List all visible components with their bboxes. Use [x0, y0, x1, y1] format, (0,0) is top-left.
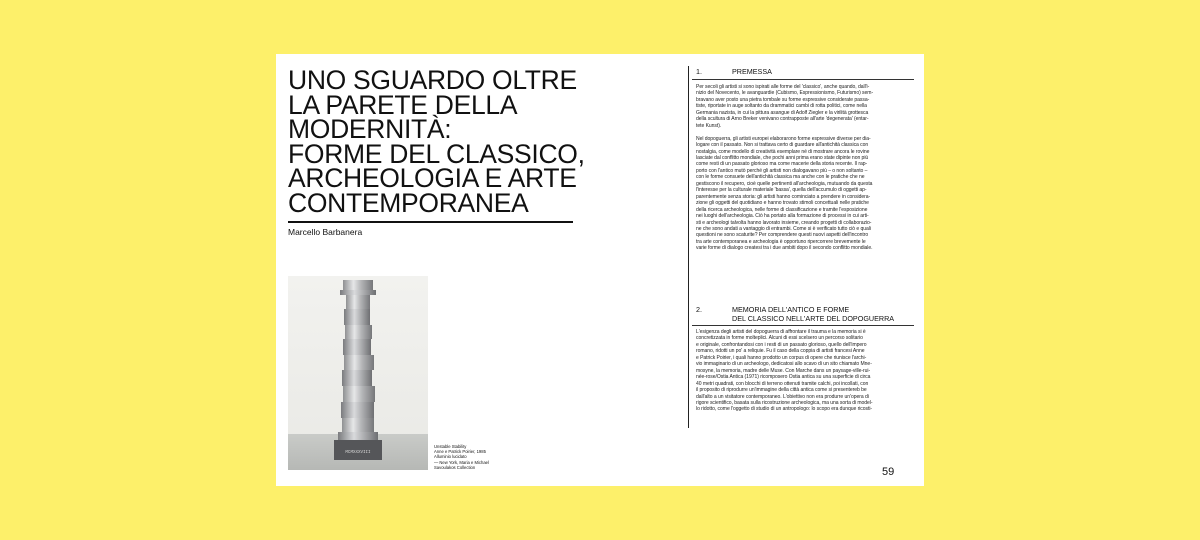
- plinth-label: MCMXXXVIII: [345, 451, 371, 455]
- column-block: [344, 309, 370, 325]
- column-block: [344, 355, 374, 370]
- capital: [343, 280, 373, 290]
- column-divider: [688, 66, 689, 428]
- caption-line: Anne e Patrick Poirier, 1985: [434, 449, 486, 455]
- caption-line: Savoulakos Collection: [434, 464, 476, 470]
- caption-line: Alluminio lucidato: [434, 454, 467, 460]
- section-rule: [692, 79, 914, 80]
- title-line: ARCHEOLOGIA E ARTE: [288, 163, 577, 193]
- column-base: [338, 432, 378, 440]
- plinth: [334, 440, 382, 460]
- section-number: 2.: [696, 305, 702, 314]
- column-block: [341, 402, 374, 418]
- column-sculpture-illustration: [288, 276, 428, 470]
- section-rule: [692, 325, 914, 326]
- title-line: UNO SGUARDO OLTRE: [288, 65, 577, 95]
- column-block: [343, 339, 371, 355]
- title-line: FORME DEL CLASSICO,: [288, 138, 585, 169]
- article-title: [288, 65, 585, 218]
- book-spread: [276, 54, 924, 486]
- column-block: [342, 370, 372, 386]
- section-number: 1.: [696, 67, 702, 76]
- caption-line: — New York, Maria e Michael: [434, 459, 489, 465]
- title-line: MODERNITÀ:: [288, 114, 452, 144]
- title-line: LA PARETE DELLA: [288, 89, 518, 120]
- caption-line: Unstable Stability: [434, 444, 467, 449]
- column-block: [342, 418, 374, 432]
- photo-caption: [434, 444, 514, 470]
- section-title: MEMORIA DELL'ANTICO E FORME DEL CLASSICO NELL'ARTE DEL DOPOGUERRA: [732, 305, 895, 323]
- column-block: [345, 325, 372, 339]
- section-body: L'esigenza degli artisti del dopoguerra di affrontare il trauma e la memoria si è concretizzata in forme molteplici. Alcuni di essi scelsero un percorso solitario e originale, confrontandosi con i resti di un passato glorioso, quello dell'impero romano, ridotti un po' a reliquie. Fu il caso della coppia di artisti francesi Anne e Patrick Poirier, i quali hanno prodotto un corpus di opere che riunisce l'archi- vio immaginario di un archeologo, dedicatosi allo scavo di un sito chiamato Mne- mosyne, la memoria, madre delle Muse. Con Marche dans un paysage-ville-rui- née-rose/Ostia Antica (1971) ricomposero Ostia antica su una superficie di circa 40 metri quadrati, con blocchi di terreno ottenuti tramite calchi, poi incollati, con il proposito di riprodurre un'immagine della città antica come si presentereb be dall'alto a un visitatore contemporaneo. L'obiettivo non era produrre un'opera di rigore scientifico, basata sulla ricostruzione archeologica, ma una sorta di model- lo ridotto, come l'oggetto di studio di un antropologo: lo scopo era dunque ricosti-: [696, 329, 873, 413]
- section-title: PREMESSA: [732, 67, 772, 76]
- title-divider: [288, 221, 573, 223]
- column-block: [343, 386, 375, 402]
- author-name: Marcello Barbanera: [288, 227, 363, 237]
- capital-abacus: [340, 290, 376, 295]
- page-number: 59: [882, 466, 895, 478]
- title-line: CONTEMPORANEA: [288, 187, 529, 218]
- artwork-photo: [288, 276, 428, 470]
- column-block: [346, 295, 370, 309]
- section-body: Per secoli gli artisti si sono ispirati alle forme del 'classico', anche quando, dall'i- nizio del Novecento, le avanguardie (Cubismo, Espressionismo, Futurismo) sem- bravano aver posto una pietra tombale su forme espressive considerate passa- tiste, riportate in auge soltanto da drammatici cambi di rotta politici, come nella Germania nazista, in cui la pittura asangue di Adolf Ziegler e la virilità grottesca della scultura di Arno Breker venivano contrapposte all'arte 'degenerata' (entar- tete Kunst). Nel dopoguerra, gli artisti europei elaborarono forme espressive diverse per dia- logare con il passato. Non si trattava certo di guardare all'antichità classica con nostalgia, come modello di creatività esemplare né di mostrare ancora le rovine lasciate dal conflitto mondiale, che pochi anni prima erano state dipinte non più come resti di un passato glorioso ma come macerie della storia recente. Il rap- porto con l'antico mutò perché gli artisti non dialogavano più – o non soltanto – con le forme consuete dell'antichità classica ma anche con le pratiche che ne gestiscono il recupero, cioè quelle pertinenti all'archeologia, mutuando da questa l'interesse per la culturale materiale 'bassa', quella dell'accumulo di oggetti ap- parentemente senza storia: gli artisti hanno cominciato a prendere in considera- zione gli oggetti del quotidiano e hanno trovato stimoli concettuali nelle pratiche della ricerca archeologica, nelle forme di classificazione e tramite l'esposizione nei luoghi dell'archeologia. Ciò ha portato alla formazione di processi in cui arti- sti e archeologi talvolta hanno lavorato insieme, creando progetti di collaborazio- ne che sono andati a vantaggio di entrambi. Come si è verificato tutto ciò e quali questioni ne sono scaturite? Per comprendere questi nuovi aspetti dell'incontro tra arte contemporanea e archeologia è opportuno ripercorrere brevemente le varie forme di dialogo createsi tra i due ambiti dopo il secondo conflitto mondiale.: [696, 84, 874, 252]
